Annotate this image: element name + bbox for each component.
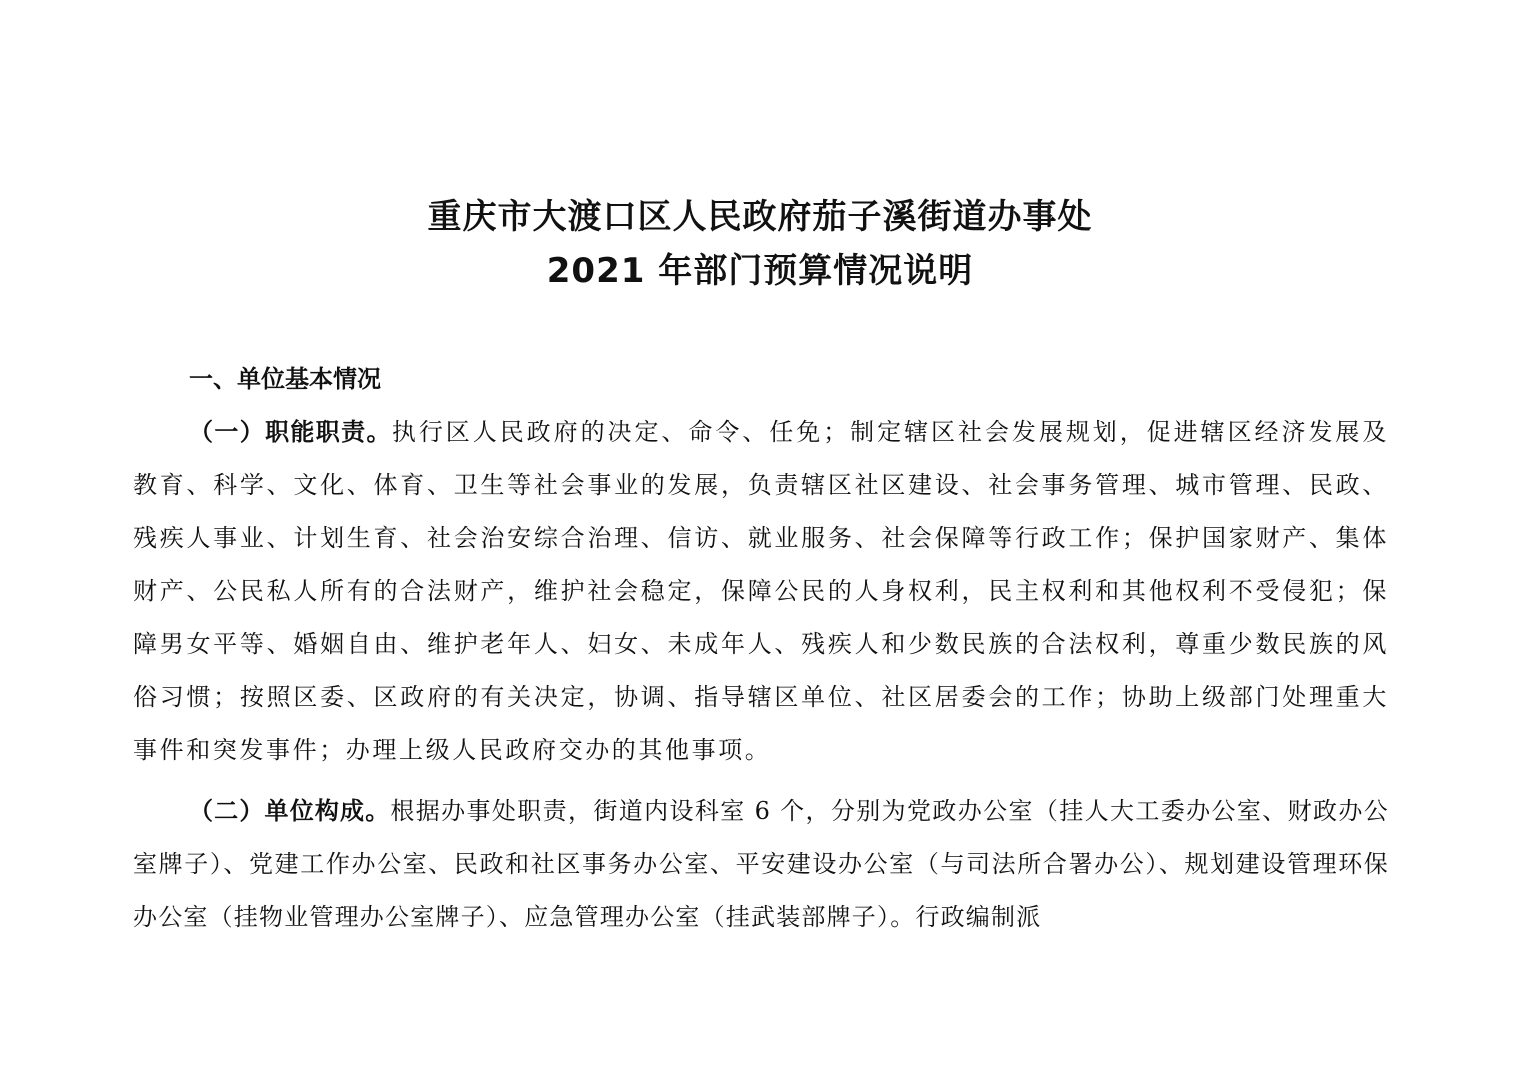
title-line-1: 重庆市大渡口区人民政府茄子溪街道办事处 [427, 197, 1093, 237]
paragraph-structure-text: 根据办事处职责，街道内设科室 6 个，分别为党政办公室（挂人大工委办公室、财政办公室牌子）、党建工作办公室、民政和社区事务办公室、平安建设办公室（与司法所合署办公）、规划建设管理环保办公室（挂物业管理办公室牌子）、应急管理办公室（挂武装部牌子）。行政编制派 [133, 797, 1389, 931]
document-title [0, 190, 1520, 298]
document-body [133, 358, 1389, 952]
paragraph-structure-heading: （二）单位构成。 [189, 797, 391, 825]
title-line-2: 2021 年部门预算情况说明 [546, 251, 974, 291]
paragraph-structure [133, 785, 1389, 944]
paragraph-duties-text: 执行区人民政府的决定、命令、任免；制定辖区社会发展规划，促进辖区经济发展及教育、科学、文化、体育、卫生等社会事业的发展，负责辖区社区建设、社会事务管理、城市管理、民政、残疾人事业、计划生育、社会治安综合治理、信访、就业服务、社会保障等行政工作；保护国家财产、集体财产、公民私人所有的合法财产，维护社会稳定，保障公民的人身权利，民主权利和其他权利不受侵犯；保障男女平等、婚姻自由、维护老年人、妇女、未成年人、残疾人和少数民族的合法权利，尊重少数民族的风俗习惯；按照区委、区政府的有关决定，协调、指导辖区单位、社区居委会的工作；协助上级部门处理重大事件和突发事件；办理上级人民政府交办的其他事项。 [133, 418, 1389, 764]
paragraph-duties [133, 406, 1389, 777]
section-heading-1: 一、单位基本情况 [189, 365, 381, 393]
paragraph-duties-heading: （一）职能职责。 [189, 418, 392, 446]
